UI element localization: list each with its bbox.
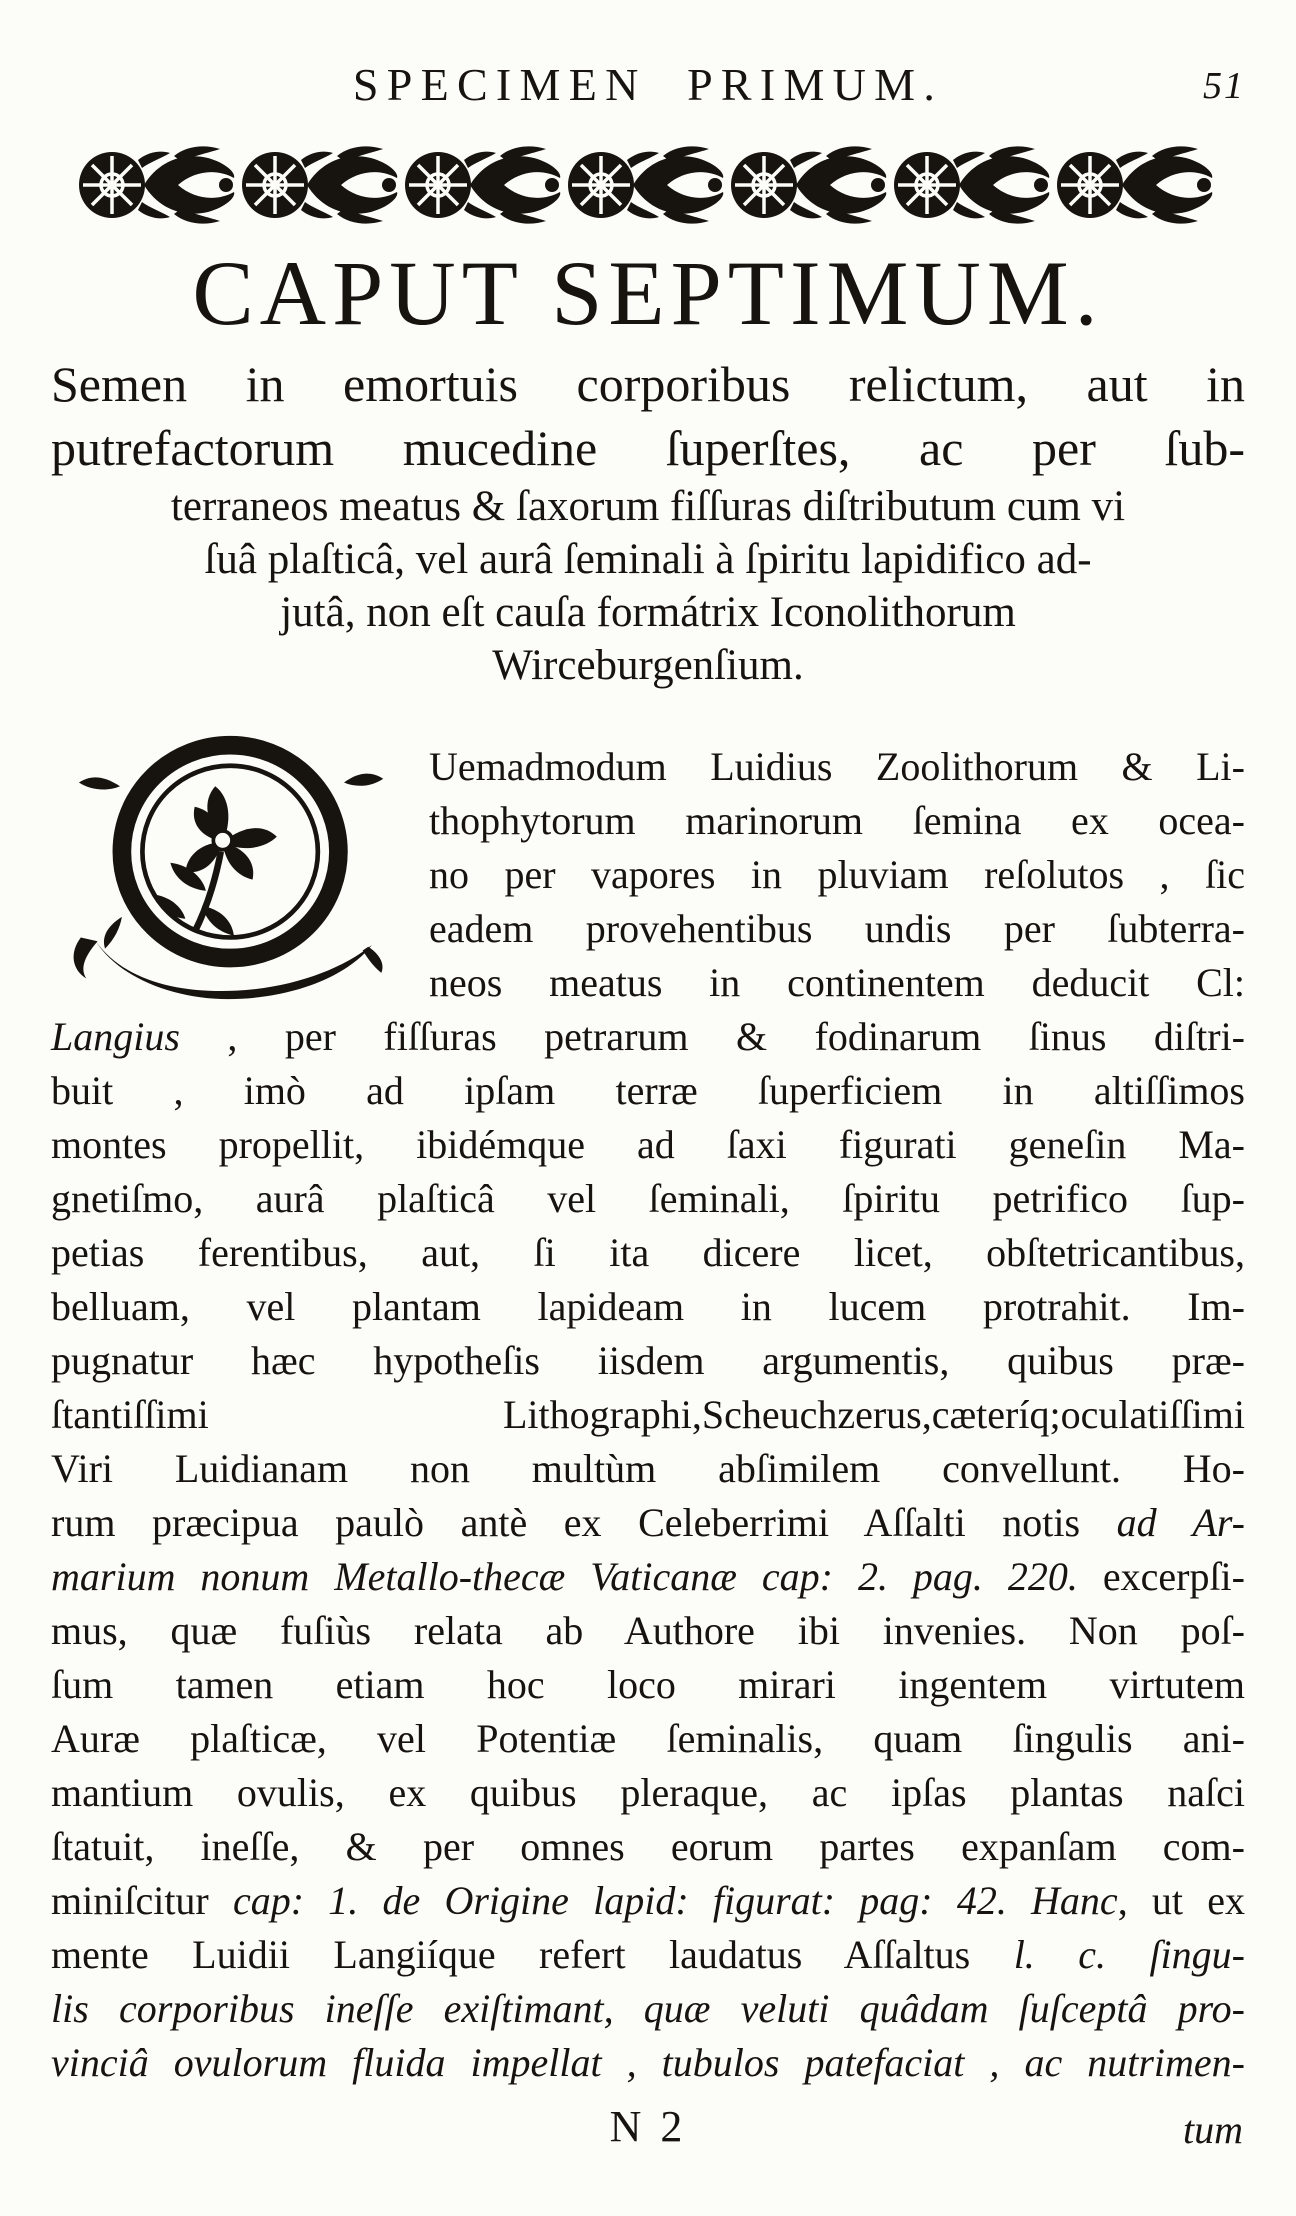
argument-line: jutâ, non eſt cauſa formátrix Iconolithorum — [280, 589, 1016, 636]
argument-block — [51, 352, 1245, 692]
body-text-line: lis corporibus ineſſe exiſtimant, quæ veluti quâdam ſuſceptâ pro- — [51, 1986, 1245, 2031]
body-text-line: marium nonum Metallo-thecæ Vaticanæ cap: 2. pag. 220. excerpſi- — [51, 1554, 1245, 1599]
body-text-line: Uemadmodum Luidius Zoolithorum & Li- — [429, 744, 1245, 789]
argument-line: terraneos meatus & ſaxorum fiſſuras diſtributum cum vi — [170, 483, 1126, 530]
body-text-line: eadem provehentibus undis per ſubterra- — [429, 906, 1245, 951]
body-text-line: Viri Luidianam non multùm abſimilem convellunt. Ho- — [51, 1446, 1245, 1491]
body-text-line: Langius , per fiſſuras petrarum & fodinarum ſinus diſtri- — [51, 1014, 1245, 1059]
argument-line: Semen in emortuis corporibus relictum, aut in — [51, 356, 1245, 412]
body-text-line: gnetiſmo, aurâ plaſticâ vel ſeminali, ſpiritu petrifico ſup- — [51, 1176, 1245, 1221]
catchword: tum — [1183, 2107, 1243, 2152]
running-head — [51, 60, 1245, 110]
body-text-line: no per vapores in pluviam reſolutos , ſic — [429, 852, 1245, 897]
argument-line: putrefactorum mucedine ſuperſtes, ac per ſub- — [51, 420, 1245, 476]
chapter-heading: CAPUT SEPTIMUM. — [192, 242, 1104, 344]
body-paragraph — [51, 740, 1245, 2090]
drop-cap-initial-q — [51, 734, 413, 1000]
page-footer — [51, 2102, 1245, 2152]
body-text-line: buit , imò ad ipſam terræ ſuperficiem in altiſſimos — [51, 1068, 1245, 1113]
page-title: SPECIMEN PRIMUM. — [352, 59, 944, 110]
body-text-line: vinciâ ovulorum fluida impellat , tubulos patefaciat , ac nutrimen- — [51, 2040, 1245, 2085]
gathering-signature: N 2 — [609, 2102, 687, 2151]
argument-line: Wirceburgenſium. — [492, 642, 804, 689]
body-text-line: mus, quæ fuſiùs relata ab Authore ibi invenies. Non poſ- — [51, 1608, 1245, 1653]
body-text-line: ſtantiſſimi Lithographi,Scheuchzerus,cæteríq;oculatiſſimi — [51, 1392, 1245, 1437]
body-text-line: mente Luidii Langiíque refert laudatus Aſſaltus l. c. ſingu- — [51, 1932, 1245, 1977]
page-number: 51 — [1203, 65, 1245, 107]
body-text-line: rum præcipua paulò antè ex Celeberrimi Aſſalti notis ad Ar- — [51, 1500, 1246, 1545]
body-text-line: belluam, vel plantam lapideam in lucem protrahit. Im- — [51, 1284, 1245, 1329]
body-text-line: ſum tamen etiam hoc loco mirari ingentem virtutem — [51, 1662, 1245, 1707]
body-text-line: pugnatur hæc hypotheſis iisdem argumentis, quibus præ- — [51, 1338, 1245, 1383]
argument-line: ſuâ plaſticâ, vel aurâ ſeminali à ſpiritu lapidifico ad- — [204, 536, 1092, 583]
body-text-line: ſtatuit, ineſſe, & per omnes eorum partes expanſam com- — [51, 1824, 1245, 1869]
body-text-line: Auræ plaſticæ, vel Potentiæ ſeminalis, quam ſingulis ani- — [51, 1716, 1245, 1761]
body-text-line: miniſcitur cap: 1. de Origine lapid: figurat: pag: 42. Hanc, ut ex — [51, 1878, 1245, 1923]
body-text-line: thophytorum marinorum ſemina ex ocea- — [429, 798, 1245, 843]
floral-ornament-band-icon — [78, 144, 1218, 226]
body-text-line: montes propellit, ibidémque ad ſaxi figurati geneſin Ma- — [51, 1122, 1245, 1167]
body-text-line: petias ferentibus, aut, ſi ita dicere licet, obſtetricantibus, — [51, 1230, 1245, 1275]
body-text-line: neos meatus in continentem deducit Cl: — [429, 960, 1245, 1005]
body-text-line: mantium ovulis, ex quibus pleraque, ac ipſas plantas naſci — [51, 1770, 1245, 1815]
